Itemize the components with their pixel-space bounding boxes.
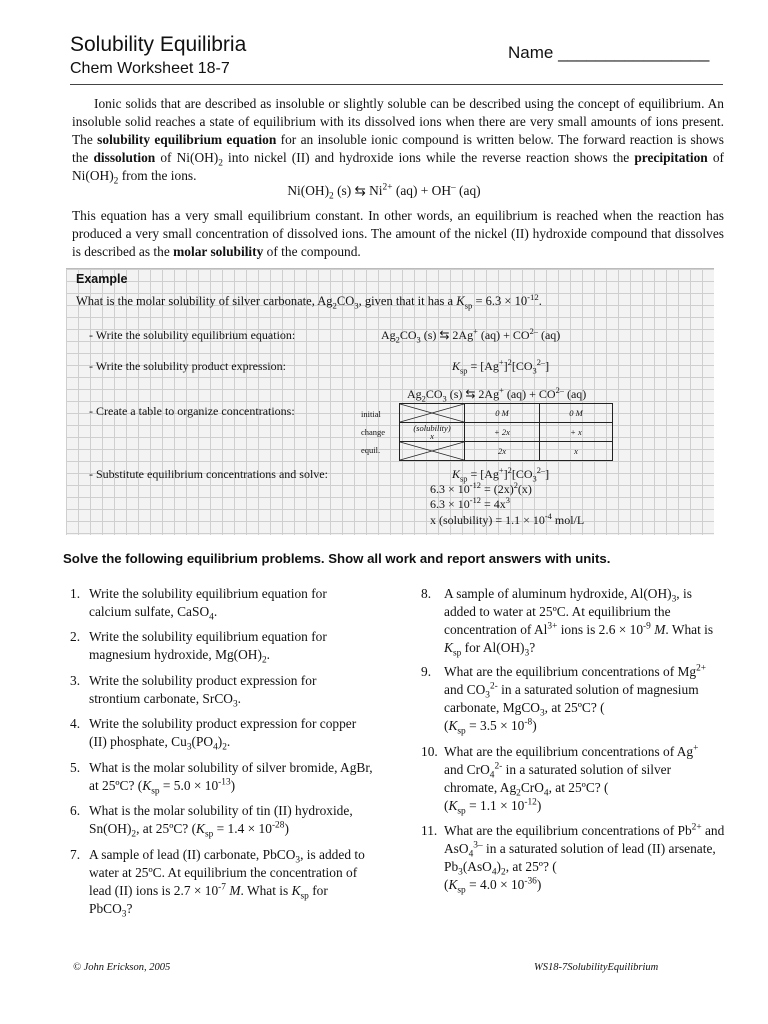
example-step-3: - Create a table to organize concentrations: [89, 404, 295, 418]
instructions-heading: Solve the following equilibrium problems. Show all work and report answers with units. [63, 551, 611, 566]
example-step-1: - Write the solubility equilibrium equation: [89, 328, 296, 342]
name-field-label: Name ________________ [508, 43, 710, 62]
solve-line-3: $6.3 \times 10^{-12} = 4x^3$ [430, 496, 510, 511]
table-row [400, 442, 613, 461]
cross-out-mark [400, 442, 464, 460]
header-rule [70, 84, 723, 85]
question-10: 10. What are the equilibrium concentrations of Ag+ and CrO$_4^{2-}$ in a saturated solution of silver chromate, $Ag_2CrO_4$, at 25ºC? ( $(K_{sp} = 1.1 \times 10^{-12})$ [421, 743, 699, 817]
table-row-label-change: change [361, 427, 386, 437]
worksheet-title: Solubility Equilibria [70, 33, 247, 56]
question-7: 7. A sample of lead (II) carbonate, PbCO$_3$, is added to water at 25ºC. At equilibrium the concentration of lead (II) ions is $2.7 \times 10^{-7}$ M. What is $K_{sp}$ for PbCO$_3$? [70, 847, 365, 920]
solve-line-2: $6.3 \times 10^{-12} = (2x)^2(x)$ [430, 481, 532, 496]
table-cell: x [540, 442, 613, 461]
example-ksp-expression: $K_{sp} = [Ag^+]^2[CO_3^{2-}]$ [452, 358, 550, 376]
question-4: 4. Write the solubility product expression for copper (II) phosphate, $Cu_3(PO_4)_2$. [70, 716, 357, 753]
question-1: 1. Write the solubility equilibrium equation for calcium sulfate, CaSO$_4$. [70, 586, 327, 623]
table-cell: 2x [465, 442, 540, 461]
example-equation-1: $Ag_2CO_3$ (s) ⇆ 2Ag+ $(aq) + CO^{2-}$ (aq) [381, 327, 561, 345]
table-row-label-equil: equil. [361, 445, 381, 455]
example-equation-2: $Ag_2CO_3$ (s) ⇆ 2Ag+ $(aq) + CO^{2-}$ (aq) [407, 386, 587, 404]
question-2: 2. Write the solubility equilibrium equation for magnesium hydroxide, $Mg(OH)_2$. [70, 629, 327, 666]
table-row-label-initial: initial [361, 409, 381, 419]
table-row [400, 423, 613, 442]
worksheet-subtitle: Chem Worksheet 18-7 [70, 60, 230, 77]
footer-copyright: © John Erickson, 2005 [73, 962, 171, 973]
table-cell: + x [540, 423, 613, 442]
example-heading: Example [76, 272, 128, 286]
table-cell: + 2x [465, 423, 540, 442]
solve-line-1: $K_{sp} = [Ag^+]^2[CO_3^{2-}]$ [452, 466, 550, 484]
example-step-4: - Substitute equilibrium concentrations and solve: [89, 467, 328, 481]
intro-paragraph-2: This equation has a very small equilibrium constant. In other words, an equilibrium is reached when the reaction has produced a very small concentration of dissolved ions. The amount of the nickel (II) hydroxide compound that dissolves is described as the molar solubility of the compound. [72, 208, 724, 259]
nickel-hydroxide-equation: $Ni(OH)_2$ (s) ⇆ $Ni^{2+}$ (aq) + OH– (aq) [287, 182, 481, 202]
question-8: 8. A sample of aluminum hydroxide, $Al(OH)_3$, is added to water at 25ºC. At equilibrium the concentration of $Al^{3+}$ ions is $2.6 \times 10^{-9}$ M. What is $K_{sp}$ for $Al(OH)_3$? [421, 586, 714, 659]
solve-line-4: x (solubility) = $1.1 \times 10^{-4}$ mol/L [430, 512, 585, 527]
crossed-cell [400, 404, 465, 423]
example-step-2: - Write the solubility product expression: [89, 359, 286, 373]
question-5: 5. What is the molar solubility of silver bromide, AgBr, at 25ºC? $(K_{sp} = 5.0 \times 10^{-13})$ [70, 760, 373, 797]
table-cell: 0 M [540, 404, 613, 423]
ice-table [399, 403, 613, 461]
question-3: 3. Write the solubility product expression for strontium carbonate, SrCO$_3$. [70, 673, 317, 710]
table-cell-solubility: (solubility) x [400, 423, 465, 442]
cross-out-mark [400, 404, 464, 422]
example-question: What is the molar solubility of silver carbonate, $Ag_2CO_3$, given that it has a $K_{sp} = 6.3 \times 10^{-12}$. [76, 291, 542, 311]
intro-paragraph-1: Ionic solids that are described as insoluble or slightly soluble can be described using the concept of equilibrium. An insoluble solid reaches a state of equilibrium with its dissolved ions when there are very small amounts of ions present. The solubility equilibrium equation for an insoluble ionic compound is written below. The forward reaction is shows the dissolution of $Ni(OH)_2$ into nickel (II) and hydroxide ions while the reverse reaction shows the precipitation of $Ni(OH)_2$ from the ions. [72, 96, 724, 187]
question-11: 11. What are the equilibrium concentrations of $Pb^{2+}$ and AsO$_4^{3-}$ in a saturated solution of lead (II) arsenate, $Pb_3(AsO_4)_2$, at 25º? ( $(K_{sp} = 4.0 \times 10^{-36})$ [421, 822, 725, 896]
crossed-cell [400, 442, 465, 461]
question-9: 9. What are the equilibrium concentrations of $Mg^{2+}$ and $CO_3^{2-}$ in a saturated solution of magnesium carbonate, MgCO$_3$, at 25ºC? ( $(K_{sp} = 3.5 \times 10^{-8})$ [421, 663, 707, 737]
table-row [400, 404, 613, 423]
question-6: 6. What is the molar solubility of tin (II) hydroxide, $Sn(OH)_2$, at 25ºC? $(K_{sp} = 1.4 \times 10^{-28})$ [70, 803, 353, 840]
table-cell: 0 M [465, 404, 540, 423]
footer-file-name: WS18-7SolubilityEquilibrium [534, 962, 659, 973]
